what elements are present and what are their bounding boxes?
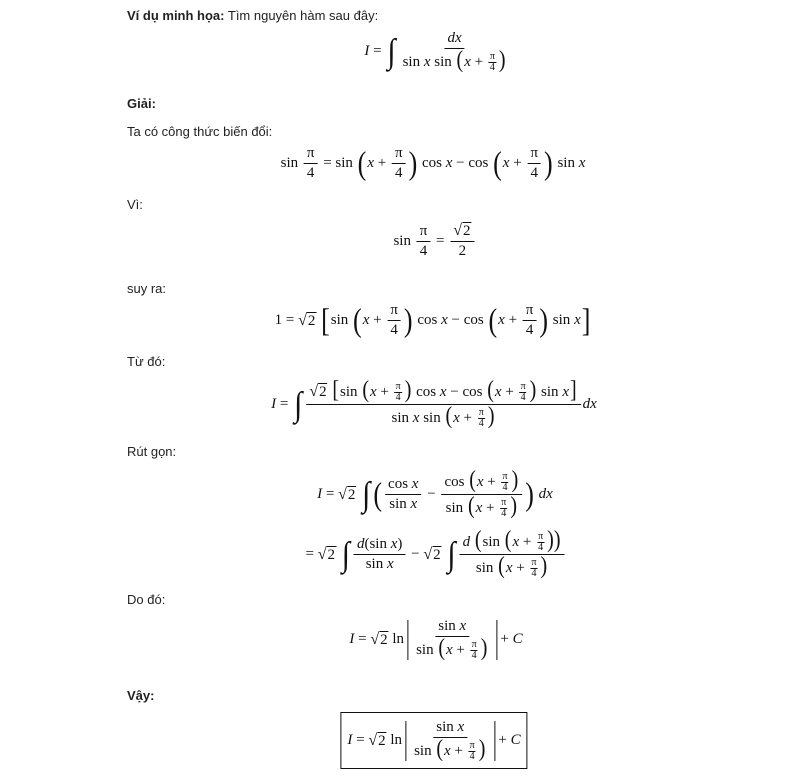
simplify-text: Rút gọn: bbox=[127, 444, 177, 459]
equation-6: I = √ 2 ∫ ( cos x sin x − cos (x + $\frac{\pi}{4}$ ) sin (x + $\frac{\pi}{4}$ ) ) dx bbox=[317, 466, 553, 520]
formula-intro-text: Ta có công thức biến đổi: bbox=[127, 124, 273, 139]
hence-text: Do đó: bbox=[127, 592, 166, 607]
equation-7: = √ 2 ∫ d(sin x) sin x − √ 2 ∫ d (sin (x + $\frac{\pi}{4}$ )) sin (x + $\frac{\pi}{4}$ ) bbox=[306, 530, 567, 579]
equation-2: sin π 4 = sin ( x + π 4 ) cos x − cos ( x + π 4 ) sin x bbox=[280, 145, 586, 182]
example-label-bold: Ví dụ minh họa: bbox=[127, 8, 225, 23]
solution-heading: Giải: bbox=[127, 96, 156, 111]
example-label-text: Tìm nguyên hàm sau đây: bbox=[224, 8, 379, 23]
equation-5: I = ∫ √ 2 [sin (x + $\frac{\pi}{4}$ ) cos x − cos (x + $\frac{\pi}{4}$ ) sin x] sin x sin (x + $\frac{\pi}{4}$ ) dx bbox=[271, 376, 597, 430]
from-that-text: Từ đó: bbox=[127, 354, 166, 369]
conclusion-text: Vậy: bbox=[127, 688, 155, 703]
equation-8: I = √ 2 ln sin x sin (x + $\frac{\pi}{4}$ ) + C bbox=[349, 618, 523, 662]
therefore-text: suy ra: bbox=[127, 281, 167, 296]
equation-9-boxed: I = √ 2 ln sin x sin (x + $\frac{\pi}{4}$ ) + C bbox=[340, 712, 527, 769]
equation-1: I = ∫ dx sin x sin (x + $\frac{\pi}{4}$ ) bbox=[364, 30, 506, 74]
equation-3: sin π 4 = √ 2 2 bbox=[393, 222, 476, 261]
since-text: Vì: bbox=[127, 197, 143, 212]
equation-4: 1 = √ 2 [ sin ( x + π 4 ) cos x − cos ( x + π 4 ) sin x ] bbox=[274, 302, 591, 339]
example-label bbox=[127, 8, 378, 23]
